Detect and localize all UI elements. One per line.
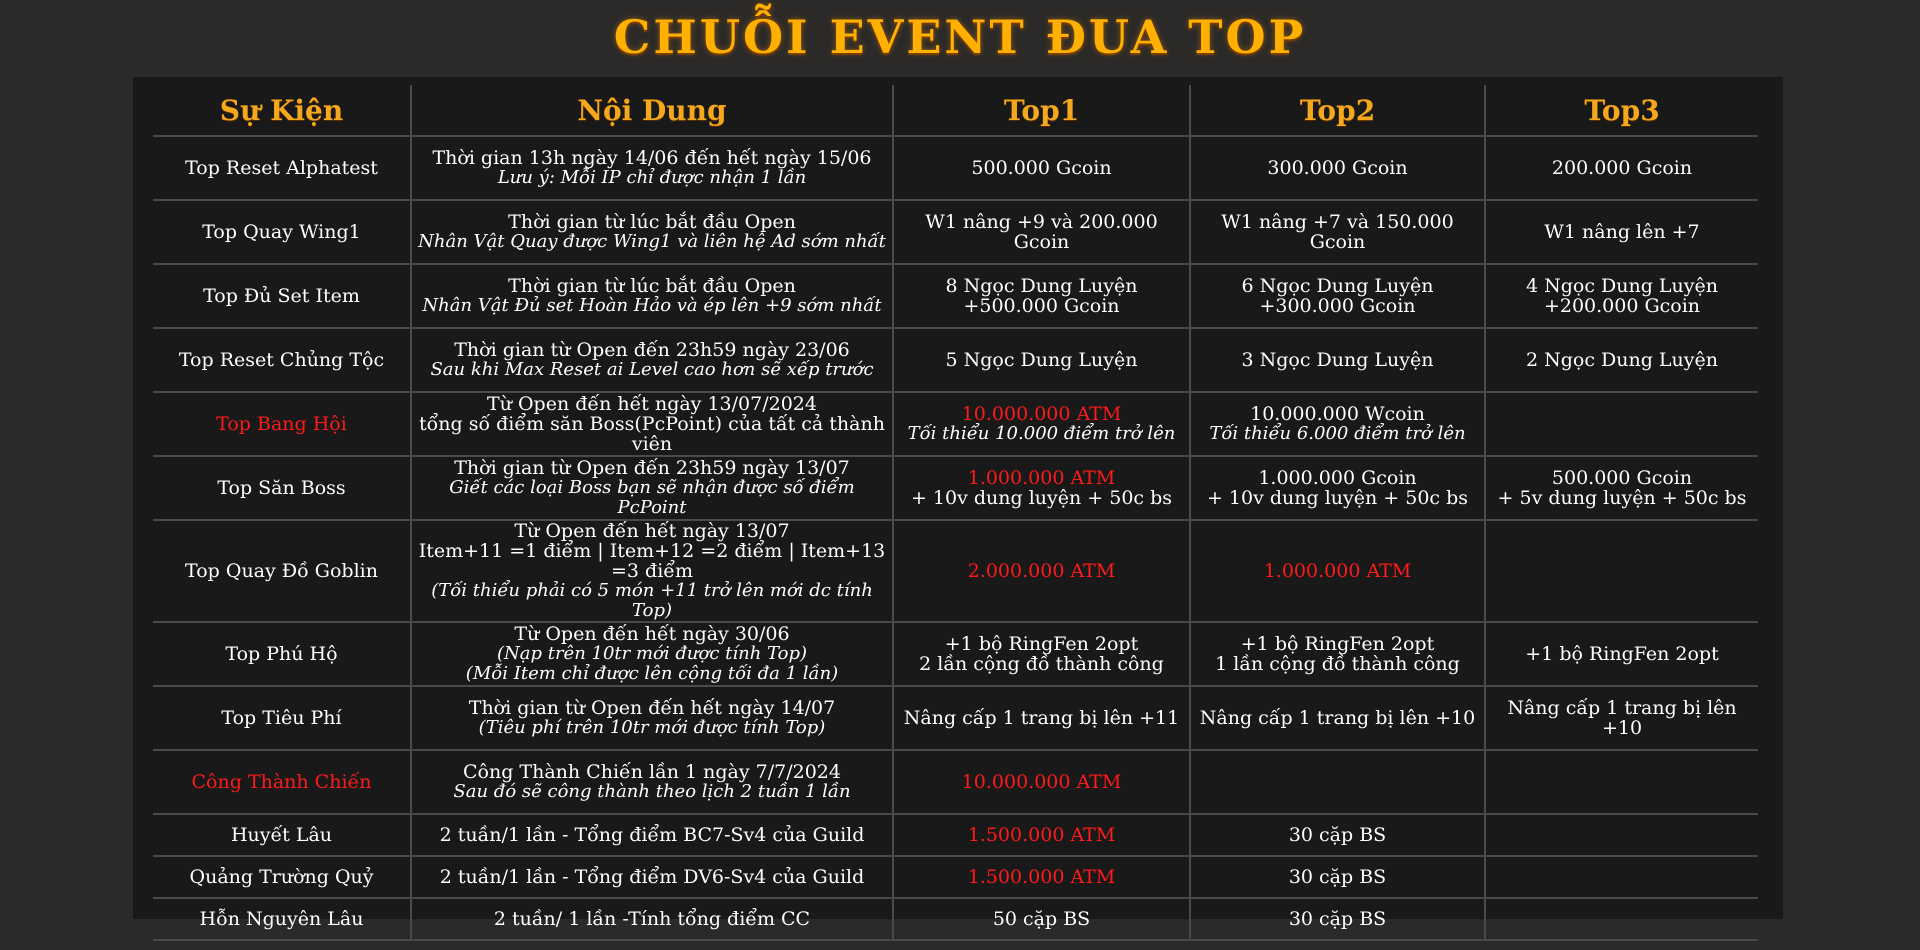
top2-cell-line: +1 bộ RingFen 2opt [1240,633,1435,655]
top3-cell-line: 4 Ngọc Dung Luyện [1525,275,1718,297]
event-name-cell: Top Tiêu Phí [153,686,411,750]
events-panel [133,77,1783,930]
event-name-cell: Top Đủ Set Item [153,264,411,328]
header-top2: Top2 [1190,85,1485,136]
content-cell-line: Từ Open đến hết ngày 13/07/2024 [487,393,817,415]
top2-cell [1190,136,1485,200]
top1-cell [893,750,1190,814]
table-row [153,200,1758,264]
content-cell-line: Sau khi Max Reset ai Level cao hơn sẽ xếp trước [430,359,874,380]
top3-cell-line: 200.000 Gcoin [1551,157,1693,179]
top2-cell [1190,200,1485,264]
top3-cell-line: W1 nâng lên +7 [1544,221,1700,243]
top1-cell-line: +1 bộ RingFen 2opt [944,633,1139,655]
top2-cell-line: 10.000.000 Wcoin [1250,403,1425,425]
top1-cell [893,622,1190,686]
table-row [153,136,1758,200]
top2-cell [1190,456,1485,520]
top1-cell-line: 10.000.000 ATM [961,403,1122,425]
top2-cell [1190,264,1485,328]
event-name-cell: Top Reset Chủng Tộc [153,328,411,392]
top2-cell-line: 1.000.000 ATM [1263,560,1412,582]
top2-cell-line: 6 Ngọc Dung Luyện [1241,275,1434,297]
top3-cell-line: +200.000 Gcoin [1543,295,1701,317]
header-content: Nội Dung [411,85,893,136]
event-name-cell: Hỗn Nguyên Lâu [153,898,411,940]
content-cell-line: Thời gian từ Open đến 23h59 ngày 23/06 [454,339,850,361]
content-cell [411,750,893,814]
table-row [153,456,1758,520]
top2-cell-line: 30 cặp BS [1288,908,1387,930]
top2-cell [1190,686,1485,750]
top3-cell [1485,520,1758,622]
top2-cell [1190,898,1485,940]
content-cell-line: Nhân Vật Quay được Wing1 và liên hệ Ad sớm nhất [418,231,886,252]
event-name-cell: Quảng Trường Quỷ [153,856,411,898]
top3-cell [1485,750,1758,814]
top2-cell-line: W1 nâng +7 và 150.000 Gcoin [1221,211,1454,253]
content-cell-line: Thời gian từ Open đến hết ngày 14/07 [468,697,836,719]
content-cell [411,520,893,622]
content-cell-line: Giết các loại Boss bạn sẽ nhận được số điểm PcPoint [449,477,855,518]
top1-cell [893,520,1190,622]
content-cell-line: Nhân Vật Đủ set Hoàn Hảo và ép lên +9 sớm nhất [422,295,882,316]
table-row [153,520,1758,622]
top1-cell-line: 5 Ngọc Dung Luyện [945,349,1138,371]
content-cell-line: Từ Open đến hết ngày 13/07 [514,520,790,542]
content-cell-line: tổng số điểm săn Boss(PcPoint) của tất cả thành viên [419,413,885,455]
top1-cell [893,264,1190,328]
content-cell [411,898,893,940]
top1-cell-line: Tối thiểu 10.000 điểm trở lên [907,423,1176,444]
content-cell-line: Thời gian 13h ngày 14/06 đến hết ngày 15/06 [432,147,872,169]
content-cell [411,686,893,750]
table-row [153,686,1758,750]
header-row [153,85,1758,136]
top1-cell [893,686,1190,750]
top3-cell [1485,622,1758,686]
content-cell [411,856,893,898]
top1-cell-line: +500.000 Gcoin [963,295,1120,317]
top1-cell-line: 2.000.000 ATM [967,560,1116,582]
top3-cell [1485,898,1758,940]
content-cell-line: 2 tuần/ 1 lần -Tính tổng điểm CC [493,908,811,930]
top2-cell [1190,520,1485,622]
top1-cell-line: 1.500.000 ATM [967,866,1116,888]
top1-cell-line: Nâng cấp 1 trang bị lên +11 [903,707,1180,729]
top1-cell-line: 10.000.000 ATM [961,771,1122,793]
table-row [153,898,1758,940]
top3-cell [1485,392,1758,456]
event-name-cell: Top Quay Wing1 [153,200,411,264]
top2-cell-line: Nâng cấp 1 trang bị lên +10 [1199,707,1476,729]
event-name-cell: Top Quay Đồ Goblin [153,520,411,622]
top1-cell-line: 1.000.000 ATM [967,467,1116,489]
top2-cell-line: 30 cặp BS [1288,824,1387,846]
header-top1: Top1 [893,85,1190,136]
content-cell [411,136,893,200]
top2-cell [1190,856,1485,898]
content-cell-line: Thời gian từ Open đến 23h59 ngày 13/07 [454,457,850,479]
top3-cell [1485,328,1758,392]
content-cell-line: Sau đó sẽ công thành theo lịch 2 tuần 1 lần [453,781,851,802]
event-name-cell: Top Reset Alphatest [153,136,411,200]
top3-cell [1485,686,1758,750]
event-name-cell: Huyết Lâu [153,814,411,856]
content-cell-line: (Tối thiểu phải có 5 món +11 trở lên mới dc tính Top) [431,580,873,621]
top3-cell-line: Nâng cấp 1 trang bị lên +10 [1507,697,1737,739]
top1-cell-line: W1 nâng +9 và 200.000 Gcoin [925,211,1158,253]
top3-cell [1485,200,1758,264]
top2-cell-line: 300.000 Gcoin [1267,157,1408,179]
top3-cell [1485,856,1758,898]
top2-cell-line: 1 lần cộng đồ thành công [1215,653,1460,675]
event-name-cell: Top Phú Hộ [153,622,411,686]
content-cell-line: (Mỗi Item chỉ được lên cộng tối đa 1 lần) [465,663,839,684]
top2-cell-line: Tối thiểu 6.000 điểm trở lên [1209,423,1466,444]
content-cell-line: Lưu ý: Mỗi IP chỉ được nhận 1 lần [497,167,807,188]
header-event: Sự Kiện [153,85,411,136]
event-name-cell: Công Thành Chiến [153,750,411,814]
event-name-cell: Top Bang Hội [153,392,411,456]
table-row [153,622,1758,686]
top2-cell-line: + 10v dung luyện + 50c bs [1206,487,1469,509]
top1-cell-line: 8 Ngọc Dung Luyện [945,275,1138,297]
table-row [153,750,1758,814]
top1-cell-line: 1.500.000 ATM [967,824,1116,846]
top3-cell [1485,456,1758,520]
top2-cell-line: +300.000 Gcoin [1259,295,1416,317]
top2-cell-line: 3 Ngọc Dung Luyện [1241,349,1434,371]
top1-cell [893,456,1190,520]
top1-cell-line: 2 lần cộng đồ thành công [919,653,1164,675]
table-row [153,392,1758,456]
top2-cell [1190,814,1485,856]
content-cell [411,622,893,686]
table-row [153,328,1758,392]
event-name-cell: Top Săn Boss [153,456,411,520]
top1-cell [893,136,1190,200]
content-cell-line: Thời gian từ lúc bắt đầu Open [508,275,796,297]
content-cell-line: Công Thành Chiến lần 1 ngày 7/7/2024 [463,761,841,783]
top3-cell [1485,136,1758,200]
top3-cell [1485,814,1758,856]
top3-cell [1485,264,1758,328]
top1-cell-line: 500.000 Gcoin [971,157,1112,179]
content-cell [411,264,893,328]
top1-cell [893,328,1190,392]
content-cell-line: (Tiêu phí trên 10tr mới được tính Top) [478,717,826,738]
content-cell-line: (Nạp trên 10tr mới được tính Top) [496,643,808,664]
table-row [153,264,1758,328]
top1-cell-line: + 10v dung luyện + 50c bs [910,487,1173,509]
top1-cell [893,814,1190,856]
top2-cell [1190,750,1485,814]
events-body [153,136,1758,940]
content-cell [411,328,893,392]
top2-cell [1190,622,1485,686]
content-cell-line: Thời gian từ lúc bắt đầu Open [508,211,796,233]
top3-cell-line: 500.000 Gcoin [1551,467,1693,489]
top1-cell [893,856,1190,898]
top3-cell-line: + 5v dung luyện + 50c bs [1497,487,1747,509]
content-cell [411,392,893,456]
top1-cell [893,200,1190,264]
top2-cell [1190,392,1485,456]
table-row [153,856,1758,898]
top3-cell-line: +1 bộ RingFen 2opt [1525,643,1719,665]
content-cell-line: Từ Open đến hết ngày 30/06 [514,623,790,645]
top1-cell-line: 50 cặp BS [992,908,1091,930]
content-cell [411,456,893,520]
top2-cell-line: 1.000.000 Gcoin [1258,467,1417,489]
header-top3: Top3 [1485,85,1758,136]
content-cell [411,200,893,264]
top1-cell [893,898,1190,940]
content-cell-line: 2 tuần/1 lần - Tổng điểm DV6-Sv4 của Guild [439,866,865,888]
table-row [153,814,1758,856]
content-cell-line: Item+11 =1 điểm | Item+12 =2 điểm | Item+13 =3 điểm [418,540,886,582]
top2-cell-line: 30 cặp BS [1288,866,1387,888]
top3-cell-line: 2 Ngọc Dung Luyện [1525,349,1718,371]
events-table [153,85,1758,941]
content-cell-line: 2 tuần/1 lần - Tổng điểm BC7-Sv4 của Guild [439,824,865,846]
page-title: CHUỖI EVENT ĐUA TOP [613,10,1307,64]
content-cell [411,814,893,856]
top1-cell [893,392,1190,456]
top2-cell [1190,328,1485,392]
